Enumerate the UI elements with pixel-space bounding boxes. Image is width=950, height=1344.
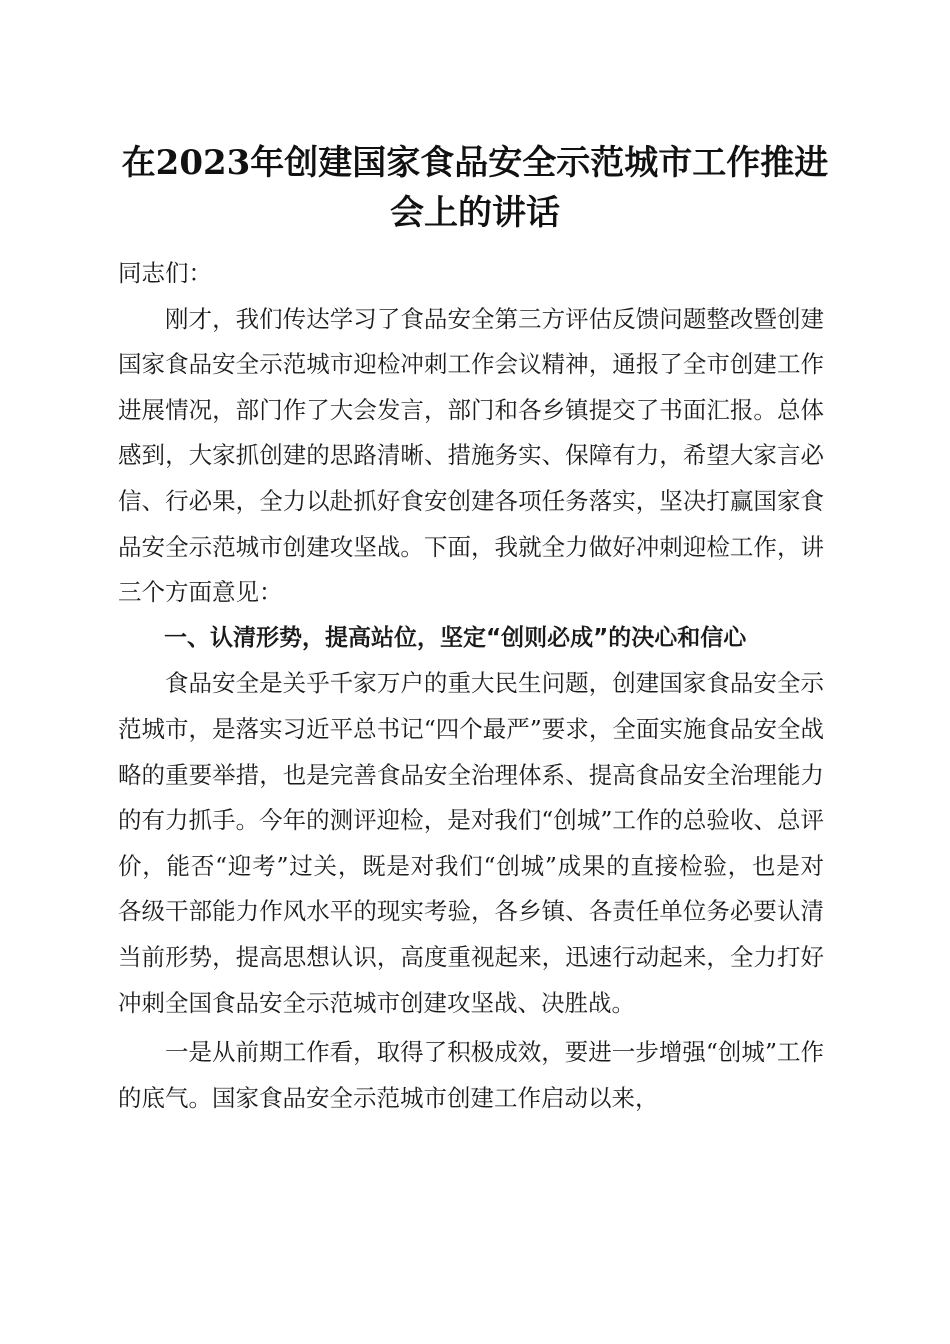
- section-1-paragraph: 食品安全是关乎千家万户的重大民生问题，创建国家食品安全示范城市，是落实习近平总书记“四个最严”要求，全面实施食品安全战略的重要举措，也是完善食品安全治理体系、提高食品安全治理能力的有力抓手。今年的测评迎检，是对我们“创城”工作的总验收、总评价，能否“迎考”过关，既是对我们“创城”成果的直接检验，也是对各级干部能力作风水平的现实考验，各乡镇、各责任单位务必要认清当前形势，提高思想认识，高度重视起来，迅速行动起来，全力打好冲刺全国食品安全示范城市创建攻坚战、决胜战。: [118, 669, 824, 1017]
- section-heading-1: 一、认清形势，提高站位，坚定“创则必成”的决心和信心: [164, 624, 747, 651]
- intro-paragraph: 刚才，我们传达学习了食品安全第三方评估反馈问题整改暨创建国家食品安全示范城市迎检冲刺工作会议精神，通报了全市创建工作进展情况，部门作了大会发言，部门和各乡镇提交了书面汇报。总体感到，大家抓创建的思路清晰、措施务实、保障有力，希望大家言必信、行必果，全力以赴抓好食安创建各项任务落实，坚决打赢国家食品安全示范城市创建攻坚战。下面，我就全力做好冲刺迎检工作，讲三个方面意见：: [118, 304, 824, 607]
- section-1-paragraph: 一是从前期工作看，取得了积极成效，要进一步增强“创城”工作的底气。国家食品安全示范城市创建工作启动以来，: [118, 1038, 824, 1112]
- salutation: 同志们：: [118, 259, 212, 287]
- document-title: 在2023年创建国家食品安全示范城市工作推进会上的讲话: [121, 143, 829, 233]
- document-body: [118, 251, 824, 1121]
